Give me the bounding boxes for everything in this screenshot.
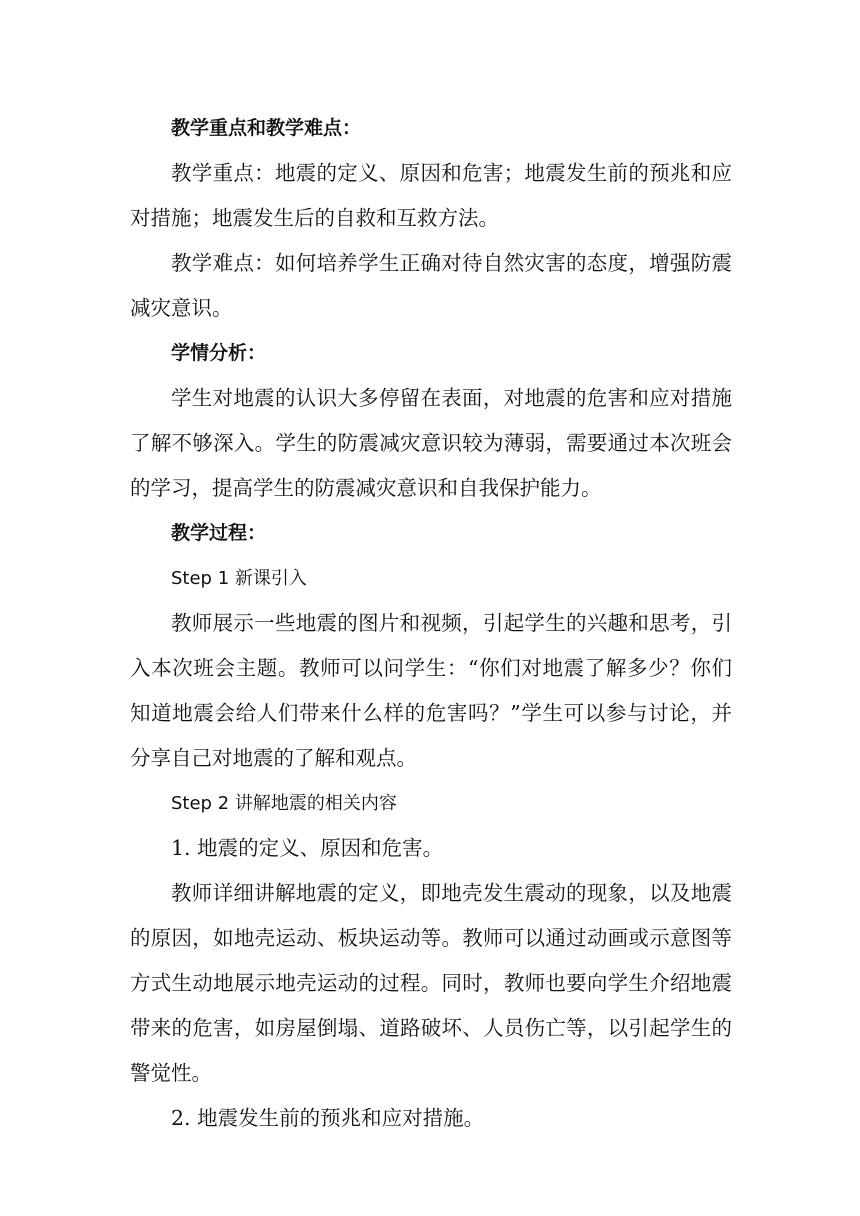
step1-paragraph: 教师展示一些地震的图片和视频，引起学生的兴趣和思考，引入本次班会主题。教师可以问学生：“你们对地震了解多少？你们知道地震会给人们带来什么样的危害吗？”学生可以参与讨论，并分享自己对地震的了解和观点。	[130, 611, 732, 770]
step2-heading	[130, 781, 732, 826]
difficulties-paragraph: 教学难点：如何培养学生正确对待自然灾害的态度，增强防震减灾意识。	[130, 251, 732, 320]
step2-label: Step 2	[171, 793, 230, 814]
step2-title: 讲解地震的相关内容	[234, 793, 397, 814]
step1-title: 新课引入	[234, 568, 307, 589]
item1-paragraph: 教师详细讲解地震的定义，即地壳发生震动的现象，以及地震的原因，如地壳运动、板块运动等。教师可以通过动画或示意图等方式生动地展示地壳运动的过程。同时，教师也要向学生介绍地震带来的危害，如房屋倒塌、道路破坏、人员伤亡等，以引起学生的警觉性。	[130, 881, 732, 1085]
process-heading: 教学过程：	[171, 522, 267, 544]
item2-heading: 2. 地震发生前的预兆和应对措施。	[171, 1106, 485, 1130]
document-page	[130, 106, 732, 1141]
student-analysis-heading: 学情分析：	[171, 342, 267, 364]
step1-label: Step 1	[171, 568, 230, 589]
item1-heading: 1. 地震的定义、原因和危害。	[171, 836, 444, 860]
key-points-paragraph: 教学重点：地震的定义、原因和危害；地震发生前的预兆和应对措施；地震发生后的自救和互救方法。	[130, 161, 732, 230]
key-points-heading: 教学重点和教学难点：	[171, 117, 362, 139]
step1-heading	[130, 556, 732, 601]
student-analysis-paragraph: 学生对地震的认识大多停留在表面，对地震的危害和应对措施了解不够深入。学生的防震减灾意识较为薄弱，需要通过本次班会的学习，提高学生的防震减灾意识和自我保护能力。	[130, 386, 732, 500]
